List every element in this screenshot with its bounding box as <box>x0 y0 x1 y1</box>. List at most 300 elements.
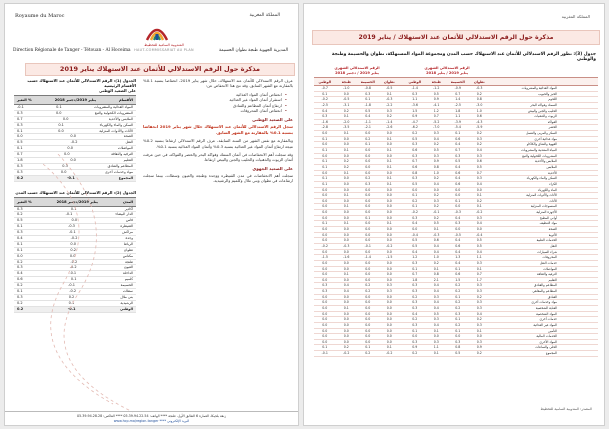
table-cell: 0.1 <box>412 266 418 271</box>
table-cell: 0.0 <box>386 249 392 254</box>
table-cell: 0.4 <box>433 322 439 327</box>
table-cell: 0.1 <box>343 305 349 310</box>
table-cell: 0.0 <box>322 305 328 310</box>
table-cell: 0.1 <box>365 345 371 350</box>
row-label: الكراء <box>549 181 557 186</box>
table-cell: 0.2 <box>412 317 418 322</box>
table-cell: الدار البيضاء <box>115 212 133 217</box>
table-cell: 0.4 <box>455 249 461 254</box>
table-cell: 0.1 <box>365 215 371 220</box>
table-cell: 0.0 <box>365 339 371 344</box>
table-cell: 0.3 <box>476 289 482 294</box>
table-cell: -0.2 <box>386 351 393 356</box>
table-cell: 0.2 <box>476 198 482 203</box>
table-cell: 0.2 <box>17 212 23 217</box>
table-cell: -0.7 <box>321 86 328 90</box>
table-cell: 0.0 <box>343 181 349 186</box>
table-cell: 0.2 <box>412 294 418 299</box>
table-cell: 0.0 <box>386 238 392 243</box>
table-cell: 0.0 <box>365 317 371 322</box>
table-cell: 0.0 <box>343 328 349 333</box>
table-cell: 0.4 <box>433 300 439 305</box>
table-cell: 0.1 <box>476 266 482 271</box>
section-heading-national: على الصعيد الوطني <box>252 117 293 123</box>
table-cell: -0.1 <box>65 212 73 217</box>
table-cell: 0.3 <box>455 339 461 344</box>
table-cell: 0.1 <box>455 131 461 136</box>
table-cell: 0.3 <box>17 294 23 299</box>
table-cell: 0.3 <box>412 260 418 265</box>
table1-header <box>14 95 136 105</box>
tables-column <box>14 78 136 313</box>
table-cell: 1.5 <box>412 108 418 113</box>
table-cell: 0.0 <box>322 187 328 192</box>
table-cell: 0.0 <box>343 300 349 305</box>
table-cell: 0.2 <box>365 136 371 141</box>
table-cell: القنيطرة <box>120 224 133 229</box>
bullet-item: • استقرار أثمان المواد غير الغذائية <box>143 97 287 102</box>
table-cell: 0.5 <box>433 148 439 153</box>
footer-address: زنقة بلجيكا، العمارة 6 الطابق الأول، طنجة **** الهاتف: 05.39.94.22.54 **** الفاكس: 05.39.94.28.28 <box>77 414 226 418</box>
table-cell: 0.0 <box>322 317 328 322</box>
row-label: مواد التنظيف <box>539 221 557 226</box>
table-cell: الصحة <box>123 134 133 139</box>
table-cell: 0.2 <box>476 91 482 96</box>
row-label: الأثاث <box>549 198 557 203</box>
table-total-row <box>14 307 136 313</box>
table-cell: 0.3 <box>17 265 23 270</box>
table-cell: 0.3 <box>386 283 392 288</box>
table-cell: 0.3 <box>412 153 418 158</box>
header-right: المملكة المغربية <box>249 13 280 18</box>
table-cell: 0.2 <box>365 289 371 294</box>
table-cell: 0.1 <box>322 345 328 350</box>
table-cell: 0.4 <box>455 142 461 147</box>
table-cell: 0.3 <box>476 215 482 220</box>
group-left-period: يناير 2019 / دجنبر 2018 <box>335 71 379 75</box>
table1-caption-2: على الصعيد الوطني <box>98 88 136 93</box>
row-label: الخدمات المالية <box>536 334 557 339</box>
group-right-period: يناير 2019 / يناير 2018 <box>426 71 468 75</box>
table-cell: 0.0 <box>343 260 349 265</box>
table-cell: 0.3 <box>17 230 23 235</box>
logo-caption-ar: المندوبية السامية للتخطيط <box>144 43 184 47</box>
group-header-right <box>404 64 490 77</box>
table-cell: -1.4 <box>411 86 418 90</box>
table-cell: 0.4 <box>455 260 461 265</box>
table-cell: 0.6 <box>412 148 418 153</box>
table-cell: 0.0 <box>365 311 371 316</box>
table-cell: 0.8 <box>433 272 439 277</box>
table-cell: 0.4 <box>455 176 461 181</box>
table-cell: 0.1 <box>476 204 482 209</box>
table-cell: 0.1 <box>17 247 23 252</box>
table-cell: 0.2 <box>476 294 482 299</box>
table-cell: 0.1 <box>68 300 75 305</box>
table-cell: 0.3 <box>433 153 439 158</box>
table-cell: 0.0 <box>69 253 76 258</box>
row-label: الحلي والساعات <box>535 345 557 350</box>
table-cell: -0.3 <box>454 210 461 215</box>
table-cell: الملابس والأحذية <box>108 116 133 121</box>
table-cell: النقل <box>125 140 133 145</box>
row-label: الزيوت والذهنيات <box>534 114 557 119</box>
table-cell: 0.0 <box>322 204 328 209</box>
table-cell: 0.0 <box>365 164 371 169</box>
table-cell: 0.3 <box>412 339 418 344</box>
table-cell: -0.1 <box>364 243 371 248</box>
table-cell: 0.3 <box>322 289 328 294</box>
table-cell: 0.0 <box>322 198 328 203</box>
table-cell: 0.0 <box>343 136 349 141</box>
row-label: الأدوية <box>548 232 557 237</box>
row-label: القهوة والشاي والكاكاو <box>526 142 557 147</box>
table-cell: -2.0 <box>343 119 350 124</box>
table-cell: 0.4 <box>433 136 439 141</box>
table-cell: -1.4 <box>364 255 371 260</box>
table-cell: 0.2 <box>476 351 482 356</box>
table3-body <box>314 86 598 357</box>
row-label: المطاعم والمقاهي <box>532 289 557 294</box>
section-heading-regional: على الصعيد الجهوي <box>252 165 293 171</box>
row-label: شراء السيارات <box>537 249 557 254</box>
table-cell: -6.2 <box>411 125 418 130</box>
table-cell: 0.0 <box>365 227 371 232</box>
table-cell: 0.5 <box>476 243 482 248</box>
table-cell: 0.2 <box>365 283 371 288</box>
row-label: السكر والمربى والعسل <box>526 131 557 136</box>
table-cell: 0.1 <box>343 131 349 136</box>
table-cell: -0.4 <box>476 232 483 237</box>
table-cell: 0.5 <box>433 311 439 316</box>
page1-footer <box>5 411 298 426</box>
table-cell: 0.3 <box>433 198 439 203</box>
table-cell: 0.1 <box>476 193 482 198</box>
table2-caption: الجدول (2): الرقم الاستدلالي للأثمان عند الاستهلاك حسب المدن <box>15 189 136 195</box>
table-cell: 0.2 <box>17 175 24 180</box>
page1-title: مذكرة حول الرقم الاستدلالي للأثمان عند الاستهلاك يناير 2019 <box>25 63 295 76</box>
row-label: خدمات أخرى <box>539 317 557 322</box>
table-cell: 0.4 <box>476 181 482 186</box>
table-cell: 0.0 <box>365 153 371 158</box>
col-head: الحسيمة <box>450 80 465 84</box>
row-label: النقل <box>550 243 557 248</box>
table-cell: 0.5 <box>476 238 482 243</box>
table-cell: أكادير <box>124 206 133 211</box>
row-label: المحروقات <box>542 255 557 260</box>
table-cell: 0.0 <box>386 311 392 316</box>
hcp-logo-graphic <box>133 18 181 42</box>
group-header-left <box>314 64 400 77</box>
row-label: المجموع <box>545 351 557 356</box>
table-cell: 0.3 <box>62 163 68 168</box>
table-cell: 0.0 <box>386 131 392 136</box>
table-cell: تطوان <box>123 247 133 252</box>
table-cell: 0.1 <box>56 105 62 109</box>
table-cell: الأثاث والأدوات المنزلية <box>99 128 133 133</box>
table-cell: 0.3 <box>476 300 482 305</box>
table-cell: 0.1 <box>343 221 349 226</box>
table-cell: 0.0 <box>71 218 78 223</box>
table-cell: مواد وخدمات أخرى <box>104 169 133 174</box>
table-cell: -1.8 <box>364 102 371 107</box>
table-cell: -0.4 <box>411 232 418 237</box>
table-cell: 0.3 <box>433 339 439 344</box>
table-cell: 0.1 <box>322 136 328 141</box>
bullet-item: • انخفاض أثمان المواد الغذائية <box>143 92 287 97</box>
table-cell: 0.2 <box>365 351 371 356</box>
paragraph-2: وبالمقارنة مع نفس الشهر من السنة السابقة، عرف الرقم الاستدلالي ارتفاعا بنسبة 0.2% نتيجة ارتفاع أثمان المواد غير الغذائية بنسبة 0.3% وأثمان المواد الغذائية بنسبة 0.1%. <box>143 138 293 149</box>
table-cell: 0.2 <box>386 114 392 119</box>
table-cell: 0.0 <box>386 142 392 147</box>
row-label: التأمين <box>548 328 557 333</box>
row-label: الترفيه والثقافة <box>537 272 557 277</box>
table-cell: 0.0 <box>455 334 461 339</box>
table-cell: 0.0 <box>322 227 328 232</box>
table-cell: 0.0 <box>343 334 349 339</box>
row-label: المواد الشخصية <box>536 311 557 316</box>
table-cell: 0.1 <box>343 170 349 175</box>
row-label: الأثاث والأدوات المنزلية <box>526 193 557 198</box>
table-cell: 0.0 <box>386 198 392 203</box>
table-cell: 0.3 <box>322 283 328 288</box>
table-cell: 0.3 <box>455 221 461 226</box>
table-cell: 0.4 <box>433 289 439 294</box>
table-cell: -0.1 <box>433 210 440 215</box>
table-cell: -1.4 <box>386 119 393 124</box>
row-label: المياه المعدنية والمشروبات <box>520 148 557 153</box>
table-cell: 0.4 <box>455 164 461 169</box>
table-cell: 0.0 <box>386 322 392 327</box>
table-cell: 0.2 <box>343 164 349 169</box>
table-cell: -1.5 <box>386 255 393 260</box>
table-cell: 0.5 <box>17 218 23 223</box>
table-cell: -3.0 <box>476 102 483 107</box>
table-cell: 0.4 <box>476 148 482 153</box>
table-cell: 0.0 <box>343 215 349 220</box>
table-cell: 0.0 <box>343 227 349 232</box>
table-cell: 0.3 <box>412 305 418 310</box>
row-label: اللحوم <box>548 97 557 102</box>
table-cell: 0.0 <box>70 158 76 163</box>
table-cell: 0.0 <box>322 193 328 198</box>
table-cell: -1.5 <box>321 255 328 260</box>
table3-caption: جدول (3): تطور الرقم الاستدلالي للأثمان عند الاستهلاك حسب المدن ومجموعة المواد المستهلكة، تطوان والحسيمة وطنجة والوطني <box>331 52 596 62</box>
table-cell: 0.0 <box>322 210 328 215</box>
table-cell: 0.9 <box>412 114 418 119</box>
table-cell: 0.7 <box>455 91 461 96</box>
table-cell: 0.5 <box>365 108 371 113</box>
table-cell: 0.3 <box>412 300 418 305</box>
paragraph-3: وقد سجلت أهم الانخفاضات في أثمان السمك وفواكه البحر والخضر والفواكه، في حين عرفت أثمان الزيوت والذهنيات والحليب والجبن والبيض ارتفاعا. <box>143 152 293 163</box>
table-cell: 0.5 <box>17 140 23 145</box>
row-label: السمك وفواكه البحر <box>530 102 557 107</box>
table-cell: 0.2 <box>433 260 439 265</box>
table3-column-header <box>314 78 598 86</box>
page2-header-right: المملكة المغربية <box>561 14 590 19</box>
table-cell: -0.3 <box>343 243 350 248</box>
table-cell: -0.3 <box>68 224 75 229</box>
table-cell: 0.0 <box>365 198 371 203</box>
row-label: الخدمات الطبية <box>536 238 557 243</box>
table-cell: 0.0 <box>322 170 328 175</box>
table-cell: المطاعم والفنادق <box>107 163 133 168</box>
table-cell: 0.0 <box>386 328 392 333</box>
table-cell: -0.2 <box>69 265 77 270</box>
table-cell: 0.1 <box>412 193 418 198</box>
table-cell: 0.1 <box>433 351 439 356</box>
table-cell: -3.1 <box>343 102 350 107</box>
table-cell: 0.1 <box>17 128 23 133</box>
row-label: المشروبات الكحولية والتبغ <box>522 153 557 158</box>
table-cell: طنجة <box>125 259 133 264</box>
row-label: الماء والكهرباء <box>538 187 557 192</box>
table-cell: 0.8 <box>455 345 461 350</box>
table-cell: 0.3 <box>412 215 418 220</box>
table-cell: 0.0 <box>476 334 482 339</box>
table-cell: 0.4 <box>476 221 482 226</box>
table-cell: 0.7 <box>17 152 23 157</box>
table-cell: 0.1 <box>17 146 23 151</box>
table-cell: 0.5 <box>455 159 461 164</box>
table-cell: 0.5 <box>433 221 439 226</box>
table-cell: الترفيه والثقافة <box>111 152 133 157</box>
table-cell: 0.0 <box>365 277 371 282</box>
table-cell: 0.4 <box>455 215 461 220</box>
table-cell: 0.1 <box>386 91 392 96</box>
table-cell: 0.2 <box>343 108 349 113</box>
table-cell: 0.5 <box>412 181 418 186</box>
table2-head-change: التغير % <box>17 199 32 204</box>
table-cell: 0.0 <box>322 260 328 265</box>
table-cell: 0.0 <box>17 253 23 258</box>
row-label: المطاعم والفنادق <box>533 283 557 288</box>
table3 <box>314 64 598 357</box>
row-label: مواد غذائية أخرى <box>534 136 557 141</box>
table-cell: 0.6 <box>455 243 461 248</box>
table-cell: 0.0 <box>343 339 349 344</box>
table-cell: 0.0 <box>433 187 439 192</box>
row-label: الملابس <box>546 164 557 169</box>
table-cell: 1.5 <box>455 277 461 282</box>
table-cell: المواد الغذائية والمشروبات <box>94 105 133 109</box>
table-cell: 0.3 <box>322 114 328 119</box>
table-cell: 0.1 <box>433 266 439 271</box>
table-cell: 0.1 <box>386 136 392 141</box>
table-cell: 0.7 <box>412 272 418 277</box>
table-cell: 0.0 <box>386 277 392 282</box>
table-cell: 0.1 <box>386 221 392 226</box>
table-row <box>314 351 598 357</box>
table-cell: 0.9 <box>433 159 439 164</box>
row-label: المنسوجات المنزلية <box>530 204 557 209</box>
table-cell: 0.3 <box>17 110 23 115</box>
table-cell: 0.4 <box>433 305 439 310</box>
table-cell: 0.2 <box>412 198 418 203</box>
group-left-title: الرقم الاستدلالي الشهري <box>334 66 380 70</box>
table-cell: -3.9 <box>454 119 461 124</box>
table-cell: 0.0 <box>343 187 349 192</box>
table-cell: 0.0 <box>322 131 328 136</box>
direction-fr: Direction Régionale de Tanger - Tétouan - Al Hoceima <box>13 48 131 53</box>
table-cell: 0.0 <box>322 328 328 333</box>
table-cell: -4.1 <box>433 102 440 107</box>
table-cell: -4.3 <box>476 119 483 124</box>
table-cell: 0.0 <box>343 176 349 181</box>
table-cell: 0.2 <box>70 247 76 252</box>
table-cell: -3.6 <box>411 102 418 107</box>
table-cell: 0.2 <box>343 159 349 164</box>
table-cell: 0.0 <box>343 238 349 243</box>
table-cell: 0.1 <box>322 221 328 226</box>
table-cell: 0.3 <box>412 91 418 96</box>
table-cell: 0.3 <box>476 260 482 265</box>
group-right-title: الرقم الاستدلالي الشهري <box>424 66 470 70</box>
table-cell: مكناس <box>122 253 133 258</box>
table-cell: -0.2 <box>321 243 328 248</box>
table-cell: 0.1 <box>17 289 23 294</box>
table-cell: 0.0 <box>343 322 349 327</box>
footer-website-link[interactable]: www.hcp.ma/region-tanger **** البريد الإلكتروني <box>113 419 190 423</box>
table-cell: 0.2 <box>433 193 439 198</box>
table-cell: 0.0 <box>386 266 392 271</box>
table-cell: -0.2 <box>476 210 483 215</box>
row-label: الخبز والحبوب <box>538 91 557 96</box>
table1-head-change: التغير % <box>17 98 32 102</box>
table-cell: 0.3 <box>365 91 371 96</box>
table-cell: 0.3 <box>412 142 418 147</box>
table-cell: 0.1 <box>58 122 64 127</box>
table-cell: 0.0 <box>365 272 371 277</box>
table-cell: 0.1 <box>412 204 418 209</box>
table-cell: الرباط <box>123 241 133 246</box>
table-cell: كلميم <box>124 277 133 282</box>
table-cell: 0.3 <box>476 153 482 158</box>
table-cell: 0.1 <box>343 193 349 198</box>
table-cell: 0.0 <box>386 193 392 198</box>
table-cell: 2.1 <box>433 277 439 282</box>
table-cell: 0.1 <box>343 148 349 153</box>
table-cell: 0.6 <box>455 181 461 186</box>
table-cell: 0.0 <box>365 170 371 175</box>
table-cell: 0.6 <box>455 170 461 175</box>
table-cell: 0.4 <box>343 283 349 288</box>
table-cell: 0.1 <box>322 91 328 96</box>
col-head: الحسيمة <box>360 80 375 84</box>
row-label: خدمات النقل <box>539 260 557 265</box>
table-cell: 0.2 <box>476 142 482 147</box>
table-cell: 0.1 <box>343 272 349 277</box>
table-cell: وجدة <box>125 236 133 241</box>
table-cell: 0.1 <box>455 328 461 333</box>
hcp-logo <box>133 18 181 42</box>
table-cell: 0.2 <box>433 204 439 209</box>
table-cell: -0.2 <box>70 140 78 145</box>
table-cell: 0.8 <box>412 170 418 175</box>
table-cell: 0.0 <box>365 322 371 327</box>
table-cell: -0.2 <box>411 210 418 215</box>
table-cell: 0.0 <box>386 232 392 237</box>
table-cell: 0.3 <box>365 181 371 186</box>
table-cell: 0.4 <box>17 271 23 276</box>
table-cell: 0.0 <box>343 210 349 215</box>
table-cell: بني ملال <box>120 294 133 299</box>
table-cell: -0.1 <box>67 175 75 180</box>
table-cell: 0.0 <box>365 187 371 192</box>
table-cell: فاس <box>125 218 133 223</box>
table-cell: 0.6 <box>476 114 482 119</box>
table-cell: 0.0 <box>322 300 328 305</box>
